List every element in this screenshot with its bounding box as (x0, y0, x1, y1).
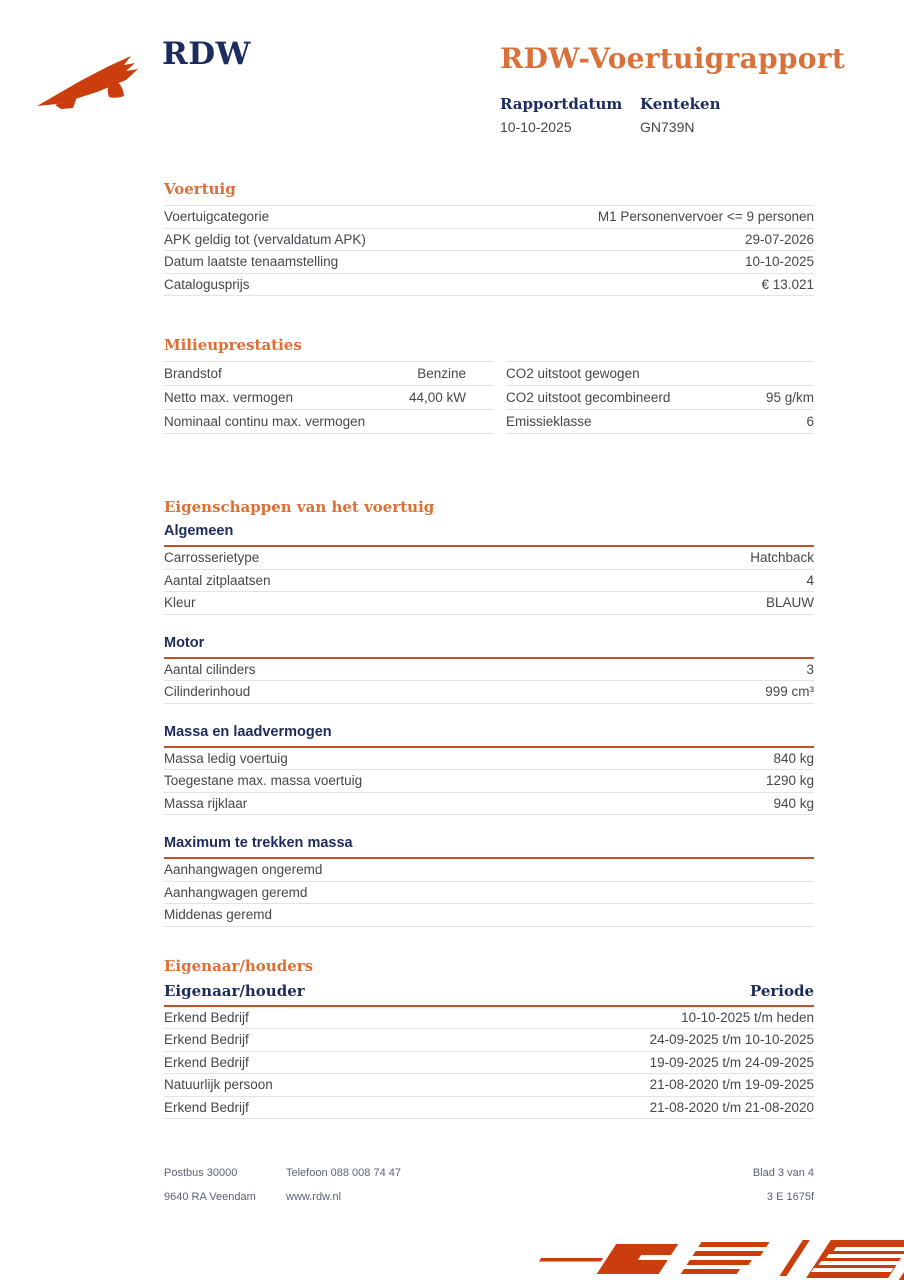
owner-period: 21-08-2020 t/m 19-09-2025 (649, 1077, 814, 1093)
owner-column-header: Eigenaar/houder (164, 981, 305, 1000)
footer-form-code: 3 E 1675f (766, 1191, 814, 1203)
subsection-maximum-te-trekken-massa (164, 835, 814, 927)
row-label: Nominaal continu max. vermogen (164, 414, 366, 429)
owner-row (164, 1052, 814, 1075)
row-label: Aanhangwagen geremd (164, 884, 308, 900)
page-footer (164, 1166, 814, 1204)
section-voertuig (164, 180, 814, 296)
row-value: Benzine (417, 366, 466, 381)
footer-website: www.rdw.nl (286, 1191, 342, 1203)
table-row (164, 570, 814, 593)
owner-row (164, 1029, 814, 1052)
row-label: Datum laatste tenaamstelling (164, 254, 339, 270)
table-row (164, 770, 814, 793)
table-row (164, 386, 494, 410)
table-row (506, 362, 814, 386)
subsection-title: Algemeen (164, 523, 814, 547)
row-value: 3 (806, 661, 814, 677)
report-meta (500, 95, 860, 135)
table-row (164, 547, 814, 570)
subsection-motor (164, 635, 814, 704)
row-value: BLAUW (765, 595, 814, 611)
owner-name: Erkend Bedrijf (164, 1009, 249, 1025)
table-row (164, 793, 814, 816)
table-row (164, 859, 814, 882)
period-column-header: Periode (749, 981, 814, 1000)
row-label: Carrosserietype (164, 550, 260, 566)
speedlines-graphic (536, 1232, 904, 1280)
section-title-eigenschappen: Eigenschappen van het voertuig (164, 498, 435, 516)
rdw-feather-icon (37, 52, 149, 114)
row-label: Catalogusprijs (164, 276, 250, 292)
table-row (506, 386, 814, 410)
row-label: Emissieklasse (506, 414, 592, 429)
row-value: M1 Personenvervoer <= 9 personen (597, 209, 814, 225)
row-value: € 13.021 (761, 276, 814, 292)
table-row (164, 681, 814, 704)
license-plate-label: Kenteken (640, 95, 721, 113)
subsection-title: Massa en laadvermogen (164, 724, 814, 748)
owner-row (164, 1074, 814, 1097)
milieu-right-column (506, 361, 814, 434)
row-value: 940 kg (773, 795, 814, 811)
section-title-milieuprestaties: Milieuprestaties (164, 336, 302, 354)
row-label: APK geldig tot (vervaldatum APK) (164, 231, 366, 247)
table-row (164, 659, 814, 682)
row-value: 1290 kg (765, 773, 814, 789)
section-eigenaar-houders (164, 957, 814, 1120)
table-row (164, 592, 814, 615)
owner-name: Erkend Bedrijf (164, 1099, 249, 1115)
row-value: 95 g/km (765, 390, 814, 405)
page-title: RDW-Voertuigrapport (500, 42, 846, 75)
table-row (164, 748, 814, 771)
row-value: 44,00 kW (408, 390, 466, 405)
owners-table-header (164, 982, 814, 1007)
footer-phone: Telefoon 088 008 74 47 (286, 1167, 401, 1179)
report-date-block (500, 95, 640, 135)
footer-postbus: Postbus 30000 (164, 1167, 238, 1179)
table-row (506, 410, 814, 434)
row-label: CO2 uitstoot gecombineerd (506, 390, 671, 405)
table-row (164, 362, 494, 386)
row-label: Massa rijklaar (164, 795, 248, 811)
row-label: Netto max. vermogen (164, 390, 294, 405)
subsection-algemeen (164, 523, 814, 615)
owner-row (164, 1007, 814, 1030)
license-plate-block (640, 95, 780, 135)
subsection-title: Maximum te trekken massa (164, 835, 814, 859)
row-label: Aantal zitplaatsen (164, 572, 271, 588)
row-label: Massa ledig voertuig (164, 750, 288, 766)
row-value: 10-10-2025 (744, 254, 814, 270)
row-label: CO2 uitstoot gewogen (506, 366, 640, 381)
row-value: 29-07-2026 (744, 231, 814, 247)
table-row (164, 274, 814, 297)
table-row (164, 206, 814, 229)
rdw-logo-text: RDW (162, 36, 251, 72)
owner-period: 24-09-2025 t/m 10-10-2025 (649, 1032, 814, 1048)
owner-period: 19-09-2025 t/m 24-09-2025 (649, 1054, 814, 1070)
row-label: Middenas geremd (164, 907, 273, 923)
owner-name: Natuurlijk persoon (164, 1077, 273, 1093)
row-value: 4 (806, 572, 814, 588)
row-value: 999 cm³ (765, 684, 814, 700)
row-label: Kleur (164, 595, 196, 611)
section-eigenschappen (164, 498, 814, 927)
section-milieuprestaties (164, 336, 814, 434)
owner-period: 10-10-2025 t/m heden (681, 1009, 814, 1025)
report-header (500, 42, 860, 135)
report-body (164, 180, 814, 1119)
report-date-value: 10-10-2025 (500, 119, 572, 135)
section-title-voertuig: Voertuig (164, 180, 236, 198)
milieu-left-column (164, 361, 494, 434)
row-label: Aanhangwagen ongeremd (164, 862, 323, 878)
table-row (164, 251, 814, 274)
row-value: 840 kg (773, 750, 814, 766)
owner-row (164, 1097, 814, 1120)
owner-name: Erkend Bedrijf (164, 1054, 249, 1070)
license-plate-value: GN739N (640, 119, 695, 135)
row-label: Aantal cilinders (164, 661, 256, 677)
subsection-massa-en-laadvermogen (164, 724, 814, 816)
report-date-label: Rapportdatum (500, 95, 623, 113)
row-label: Toegestane max. massa voertuig (164, 773, 363, 789)
footer-city: 9640 RA Veendam (164, 1191, 256, 1203)
subsection-title: Motor (164, 635, 814, 659)
table-row (164, 882, 814, 905)
table-row (164, 229, 814, 252)
table-row (164, 904, 814, 927)
table-row (164, 410, 494, 434)
row-label: Cilinderinhoud (164, 684, 251, 700)
owner-period: 21-08-2020 t/m 21-08-2020 (649, 1099, 814, 1115)
row-value: 6 (806, 414, 814, 429)
owner-name: Erkend Bedrijf (164, 1032, 249, 1048)
row-value: Hatchback (750, 550, 814, 566)
row-label: Brandstof (164, 366, 222, 381)
section-title-eigenaar-houders: Eigenaar/houders (164, 956, 314, 975)
footer-page-number: Blad 3 van 4 (752, 1167, 814, 1179)
row-label: Voertuigcategorie (164, 209, 270, 225)
